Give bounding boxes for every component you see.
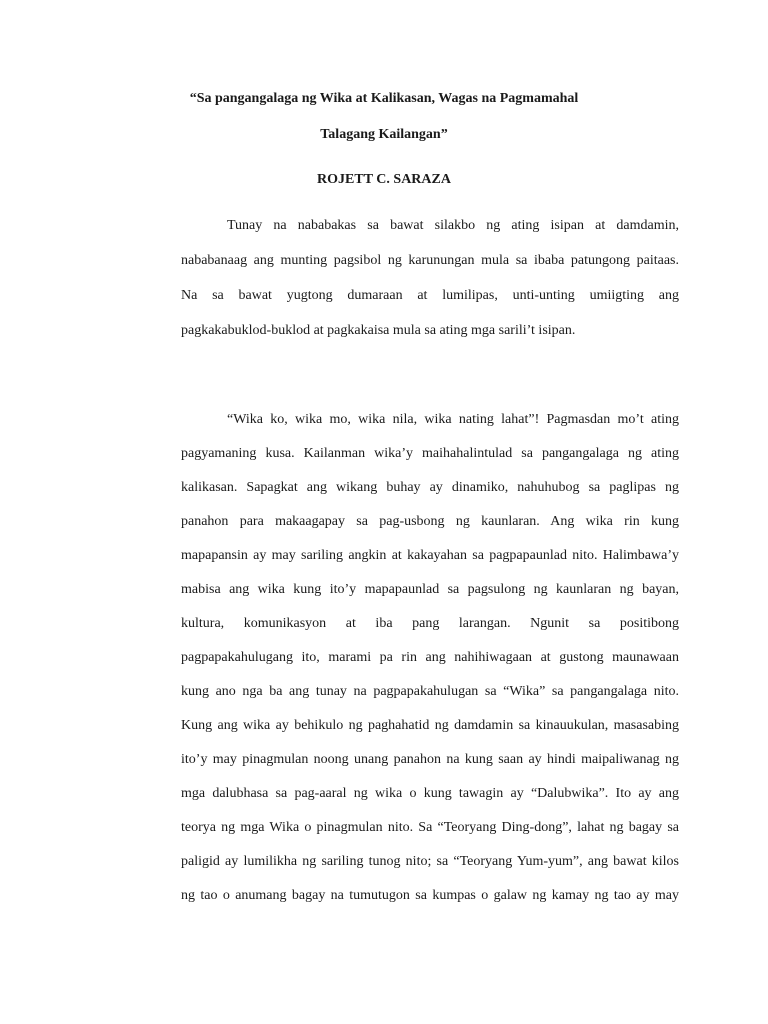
paragraph-line: teorya ng mga Wika o pinagmulan nito. Sa “Teoryang Ding-dong”, lahat ng bagay sa (181, 820, 679, 835)
paragraph-line: mga dalubhasa sa pag-aaral ng wika o kung tawagin ay “Dalubwika”. Ito ay ang (181, 786, 679, 801)
paragraph-line: paligid ay lumilikha ng sariling tunog nito; sa “Teoryang Yum-yum”, ang bawat kilos (181, 854, 679, 869)
paragraph-line: kalikasan. Sapagkat ang wikang buhay ay dinamiko, nahuhubog sa paglipas ng (181, 480, 679, 495)
title-line-2: Talagang Kailangan” (320, 127, 448, 142)
paragraph-line: panahon para makaagapay sa pag-usbong ng kaunlaran. Ang wika rin kung (181, 514, 679, 529)
paragraph-line: pagpapakahulugang ito, marami pa rin ang nahihiwagaan at gustong maunawaan (181, 650, 679, 665)
paragraph-line: ng tao o anumang bagay na tumutugon sa kumpas o galaw ng kamay ng tao ay may (181, 888, 679, 903)
paragraph-line: kultura, komunikasyon at iba pang larangan. Ngunit sa positibong (181, 616, 679, 631)
paragraph-line: mabisa ang wika kung ito’y mapapaunlad sa pagsulong ng kaunlaran ng bayan, (181, 582, 679, 597)
paragraph-line: mapapansin ay may sariling angkin at kakayahan sa pagpapaunlad nito. Halimbawa’y (181, 548, 679, 563)
paragraph-line: Tunay na nababakas sa bawat silakbo ng ating isipan at damdamin, (227, 218, 679, 233)
paragraph-line: pagyamaning kusa. Kailanman wika’y maihahalintulad sa pangangalaga ng ating (181, 446, 679, 461)
paragraph-line: Kung ang wika ay behikulo ng paghahatid ng damdamin sa kinauukulan, masasabing (181, 718, 679, 733)
paragraph-line: pagkakabuklod-buklod at pagkakaisa mula sa ating mga sarili’t isipan. (181, 323, 576, 338)
paragraph-line: ito’y may pinagmulan noong unang panahon na kung saan ay hindi maipaliwanag ng (181, 752, 679, 767)
paragraph-line: Na sa bawat yugtong dumaraan at lumilipas, unti-unting umiigting ang (181, 288, 679, 303)
paragraph-line: nababanaag ang munting pagsibol ng karunungan mula sa ibaba patungong paitaas. (181, 253, 679, 268)
paragraph-line: “Wika ko, wika mo, wika nila, wika nating lahat”! Pagmasdan mo’t ating (227, 412, 679, 427)
title-line-1: “Sa pangangalaga ng Wika at Kalikasan, Wagas na Pagmamahal (189, 91, 579, 106)
paragraph-line: kung ano nga ba ang tunay na pagpapakahulugan sa “Wika” sa pangangalaga nito. (181, 684, 679, 699)
author-name: ROJETT C. SARAZA (317, 172, 451, 187)
